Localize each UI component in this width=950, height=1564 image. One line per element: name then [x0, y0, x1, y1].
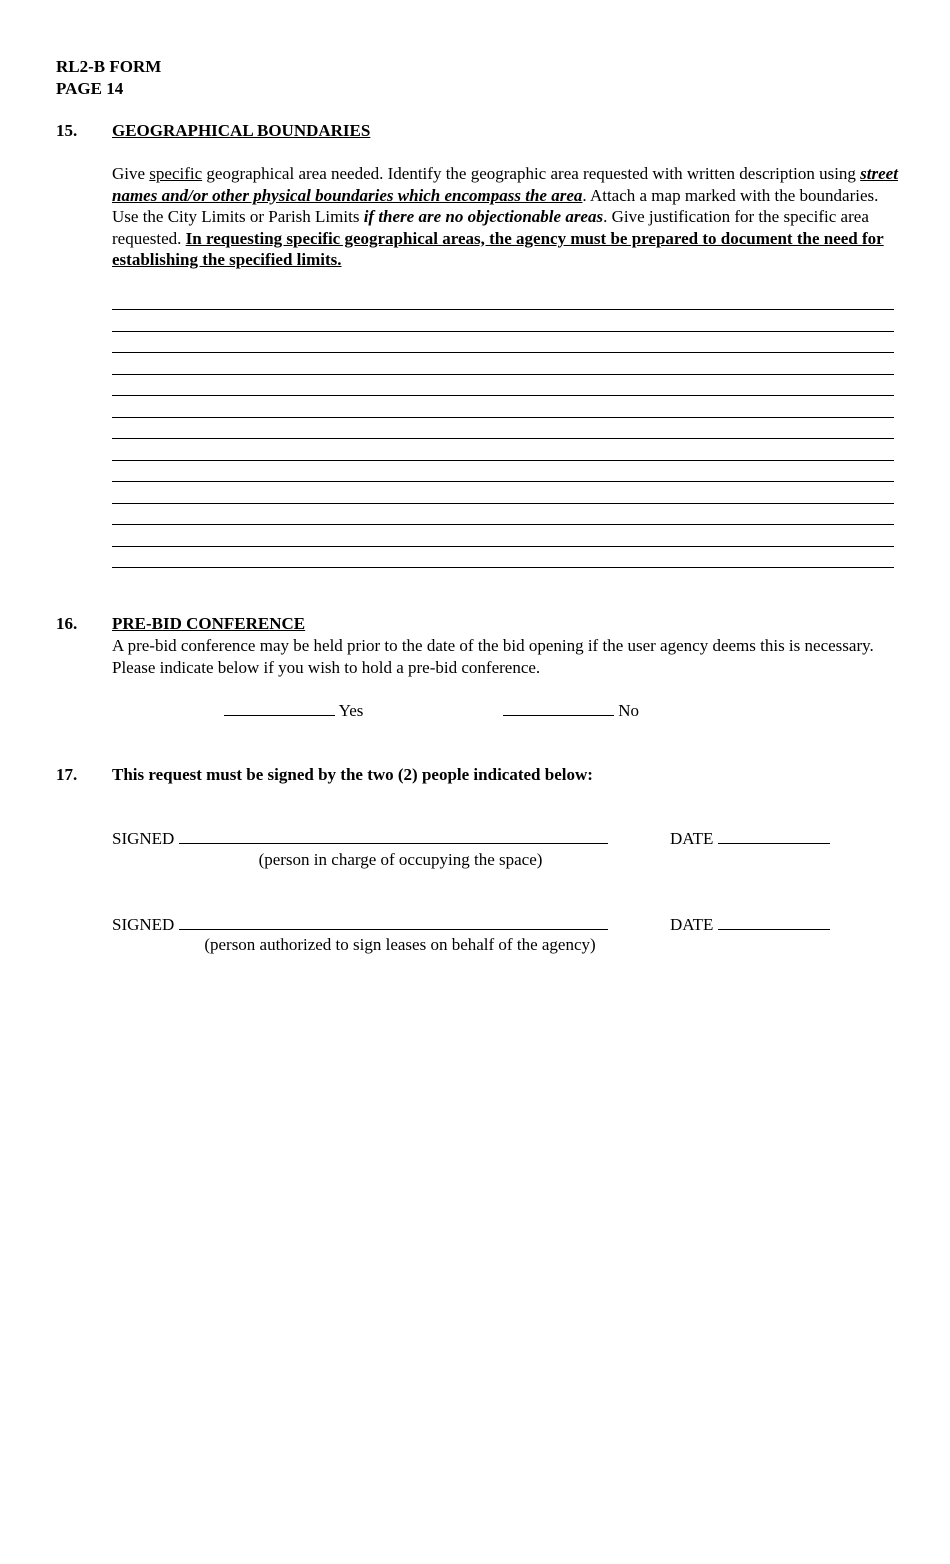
signer-1-signature-line[interactable]: [179, 827, 608, 844]
section-15-title: GEOGRAPHICAL BOUNDARIES: [112, 121, 371, 140]
section-16-title: PRE-BID CONFERENCE: [112, 614, 306, 633]
answer-line[interactable]: [112, 417, 894, 418]
date-label: DATE: [670, 829, 714, 848]
answer-line[interactable]: [112, 352, 894, 353]
answer-line[interactable]: [112, 395, 894, 396]
signer-1-date: [670, 827, 830, 850]
answer-line[interactable]: [112, 460, 894, 461]
section-17-title: This request must be signed by the two (2) people indicated below:: [112, 765, 593, 784]
specific-emphasis: specific: [149, 164, 203, 183]
yes-label: Yes: [338, 701, 364, 720]
date-label: DATE: [670, 915, 714, 934]
section-16-number: 16.: [56, 614, 78, 633]
answer-line[interactable]: [112, 567, 894, 568]
no-label: No: [618, 701, 640, 720]
street-names-emphasis: street names and/or other physical boundaries which encompass the area: [112, 164, 898, 205]
signer-1-caption: (person in charge of occupying the space): [258, 850, 543, 869]
page-number: PAGE 14: [56, 79, 124, 98]
answer-line[interactable]: [112, 524, 894, 525]
answer-line[interactable]: [112, 438, 894, 439]
signer-1-row: [112, 827, 608, 850]
signer-1-date-line[interactable]: [718, 827, 830, 844]
no-option[interactable]: [503, 699, 639, 722]
no-blank[interactable]: [503, 699, 614, 716]
yes-option[interactable]: [224, 699, 363, 722]
form-id: RL2-B FORM: [56, 57, 162, 76]
signed-label: SIGNED: [112, 829, 175, 848]
signer-2-date-line[interactable]: [718, 913, 830, 930]
form-header: [56, 56, 161, 100]
document-need-emphasis: In requesting specific geographical areas, the agency must be prepared to document the need for establishing the specified limits.: [112, 228, 884, 269]
answer-line[interactable]: [112, 481, 894, 482]
section-15-instructions: Give specific geographical area needed. Identify the geographic area requested with written description using street names and/or other physical boundaries which encompass the area. Attach a map marked with the boundaries. Use the City Limits or Parish Limits if there are no objectionable areas. Give justification for the specific area requested. In requesting specific geographical areas, the agency must be prepared to document the need for establishing the specified limits.: [112, 164, 898, 269]
answer-line[interactable]: [112, 503, 894, 504]
signed-label: SIGNED: [112, 915, 175, 934]
answer-line[interactable]: [112, 309, 894, 310]
signer-2-row: [112, 913, 608, 936]
answer-line[interactable]: [112, 331, 894, 332]
yes-blank[interactable]: [224, 699, 335, 716]
section-16-description: A pre-bid conference may be held prior to the date of the bid opening if the user agency deems this is necessary. Please indicate below if you wish to hold a pre-bid conference.: [112, 636, 874, 677]
signer-2-signature-line[interactable]: [179, 913, 608, 930]
no-objectionable-emphasis: if there are no objectionable areas: [363, 207, 604, 226]
answer-line[interactable]: [112, 374, 894, 375]
section-15-number: 15.: [56, 121, 78, 140]
section-17-number: 17.: [56, 765, 78, 784]
signer-2-date: [670, 913, 830, 936]
answer-line[interactable]: [112, 546, 894, 547]
signer-2-caption: (person authorized to sign leases on behalf of the agency): [204, 935, 596, 954]
